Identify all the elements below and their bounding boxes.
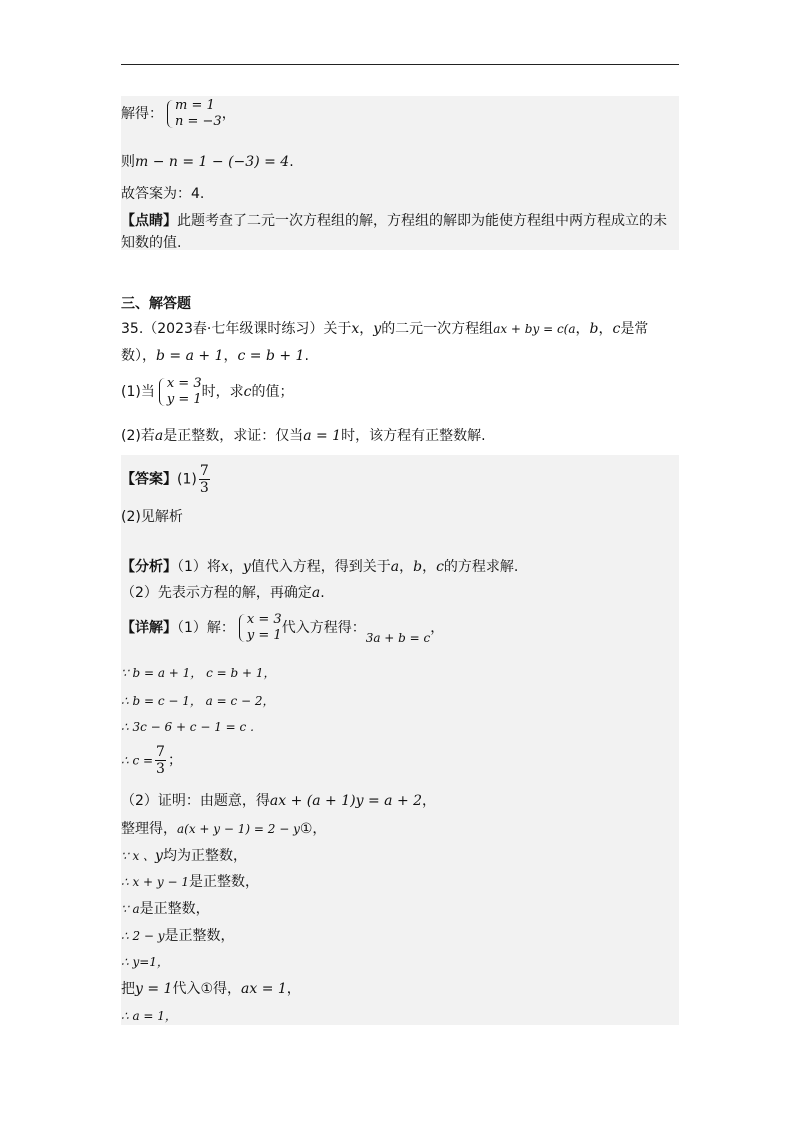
answer-part-2: (2)见解析 [121, 509, 183, 525]
detail-line-12: ∴ y=1， [121, 955, 169, 969]
detail-line-13: 把y = 1代入①得，ax = 1， [121, 981, 301, 997]
detail-line-4: ∴ 3c − 6 + c − 1 = c . [121, 720, 254, 734]
answer-line: 故答案为：4. [121, 186, 205, 202]
analysis-line-2: （2）先表示方程的解，再确定a. [121, 585, 325, 601]
equation-system: m = 1 n = −3 [165, 98, 222, 130]
detail-line-2: ∵ b = a + 1， c = b + 1， [121, 666, 276, 680]
detail-line-5: ∴ c = $\frac{7}{3}$ ； [121, 744, 182, 777]
equation-system: x = 3 y = 1 [237, 612, 282, 644]
question-part-1: (1)当 x = 3 y = 1 时，求c的值； [121, 376, 294, 407]
detail-line-1: 【详解】（1）解： x = 3 y = 1 代入方程得：3a + b = c， [121, 612, 445, 645]
equation-system: x = 3 y = 1 [157, 376, 202, 408]
question-part-2: (2)若a是正整数，求证：仅当a = 1时，该方程有正整数解. [121, 428, 486, 444]
comment-line-2: 知数的值. [121, 235, 182, 251]
fraction: $\frac{7}{3}$ [156, 744, 165, 777]
section-title: 三、解答题 [121, 296, 191, 312]
fraction: $\frac{7}{3}$ [199, 463, 209, 496]
detail-line-11: ∴ 2 − y是正整数， [121, 928, 235, 944]
question-line-2: 数），b = a + 1，c = b + 1. [121, 348, 309, 364]
detail-line-3: ∴ b = c − 1， a = c − 2， [121, 694, 275, 708]
then-line: 则m − n = 1 − (−3) = 4. [121, 154, 294, 170]
analysis-line-1: 【分析】（1）将x，y值代入方程，得到关于a，b，c的方程求解. [121, 559, 519, 575]
solve-line: 解得： m = 1 n = −3 ， [121, 98, 236, 129]
answer-block: 【答案】(1) $\frac{7}{3}$ [121, 463, 209, 496]
question-line-1: 35.（2023春·七年级课时练习）关于x，y的二元一次方程组ax + by = c(a，b，c是常 [121, 321, 649, 337]
header-rule [121, 64, 679, 65]
detail-line-9: ∴ x + y − 1是正整数， [121, 874, 259, 890]
detail-line-6: （2）证明：由题意，得ax + (a + 1)y = a + 2， [121, 793, 437, 809]
detail-line-14: ∴ a = 1， [121, 1009, 177, 1023]
detail-line-7: 整理得，a(x + y − 1) = 2 − y①， [121, 821, 327, 837]
detail-line-10: ∵ a是正整数， [121, 901, 210, 917]
comment-line-1: 【点睛】此题考查了二元一次方程组的解，方程组的解即为能使方程组中两方程成立的未 [121, 213, 667, 229]
detail-line-8: ∵ x 、y均为正整数， [121, 848, 247, 864]
